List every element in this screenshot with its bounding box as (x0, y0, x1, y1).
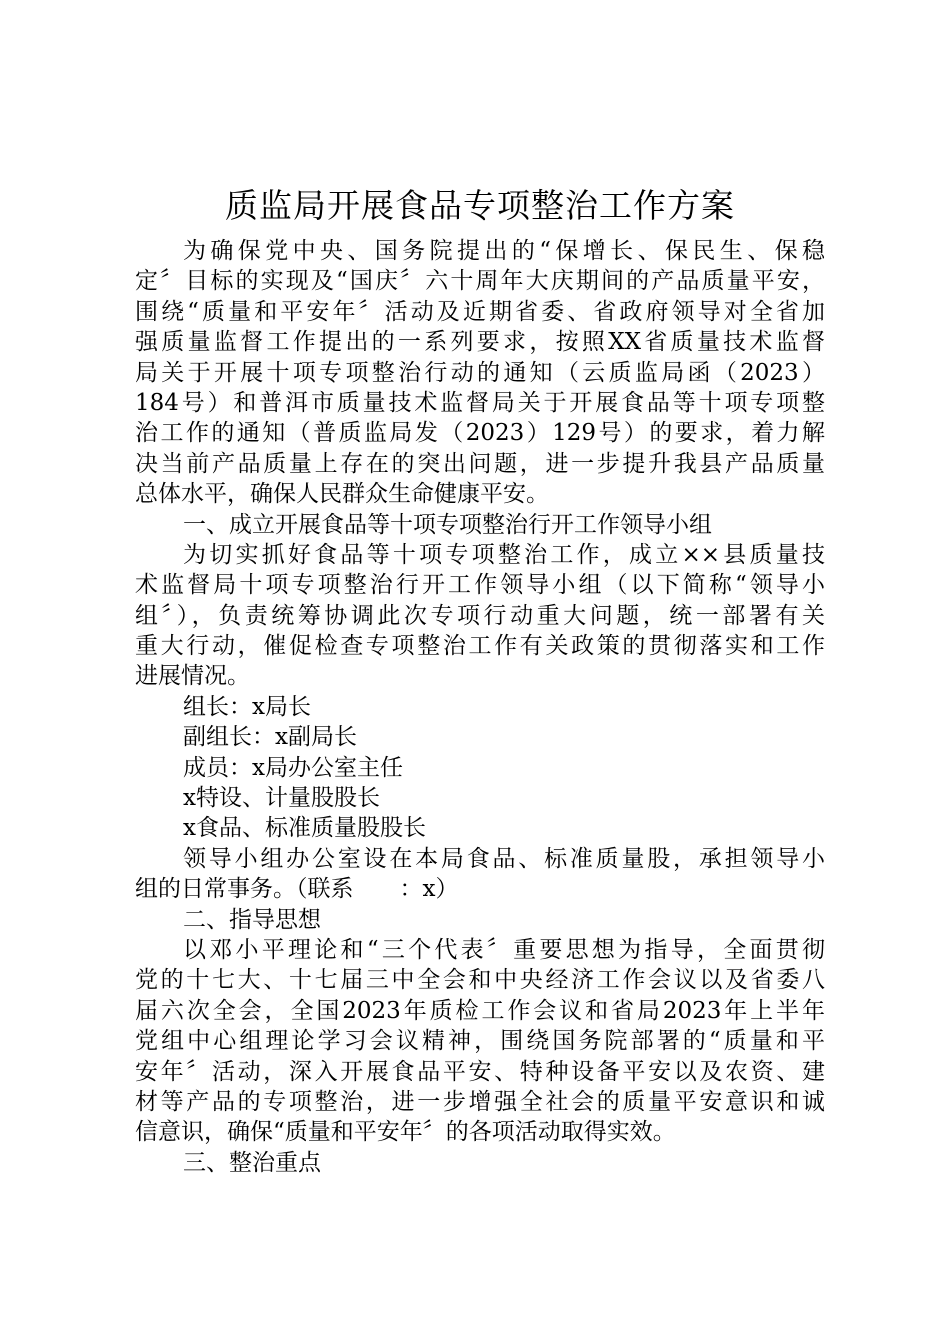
paragraph-line: 184号）和普洱市质量技术监督局关于开展食品等十项专项整 (135, 389, 825, 416)
list-item: x食品、标准质量股股长 (183, 815, 426, 842)
list-item: 副组长：x副局长 (183, 724, 357, 751)
paragraph-line: 围绕“质量和平安年〞活动及近期省委、省政府领导对全省加 (135, 298, 825, 325)
paragraph-line: 材等产品的专项整治，进一步增强全社会的质量平安意识和诚 (135, 1088, 825, 1115)
list-item: 成员：x局办公室主任 (183, 754, 403, 781)
list-item: x特设、计量股股长 (183, 785, 380, 812)
paragraph-line: 为切实抓好食品等十项专项整治工作，成立××县质量技 (183, 541, 825, 568)
paragraph-line: 决当前产品质量上存在的突出问题，进一步提升我县产品质量 (135, 450, 825, 477)
section-heading: 二、指导思想 (183, 906, 321, 933)
paragraph-line: 进展情况。 (135, 663, 250, 690)
paragraph-line: 领导小组办公室设在本局食品、标准质量股，承担领导小 (183, 845, 825, 872)
paragraph-line: 总体水平，确保人民群众生命健康平安。 (135, 481, 549, 508)
paragraph-line: 定〞目标的实现及“国庆〞六十周年大庆期间的产品质量平安， (135, 268, 825, 295)
section-heading: 三、整治重点 (183, 1149, 321, 1176)
list-item: 组长：x局长 (183, 693, 311, 720)
paragraph-line: 以邓小平理论和“三个代表〞重要思想为指导，全面贯彻 (183, 936, 825, 963)
paragraph-line: 术监督局十项专项整治行开工作领导小组（以下简称“领导小 (135, 572, 825, 599)
section-heading: 一、成立开展食品等十项专项整治行开工作领导小组 (183, 511, 712, 538)
paragraph-line: 组〞），负责统筹协调此次专项行动重大问题，统一部署有关 (135, 602, 825, 629)
document-title: 质监局开展食品专项整治工作方案 (225, 186, 735, 225)
paragraph-line: 届六次全会，全国2023年质检工作会议和省局2023年上半年 (135, 997, 825, 1024)
paragraph-line: 重大行动，催促检查专项整治工作有关政策的贯彻落实和工作 (135, 633, 825, 660)
document-body (135, 236, 825, 1178)
paragraph-line: 党组中心组理论学习会议精神，围绕国务院部署的“质量和平 (135, 1028, 825, 1055)
paragraph-line: 强质量监督工作提出的一系列要求，按照XX省质量技术监督 (135, 329, 825, 356)
paragraph-line: 党的十七大、十七届三中全会和中央经济工作会议以及省委八 (135, 967, 825, 994)
paragraph-line: 局关于开展十项专项整治行动的通知（云质监局函（2023） (135, 359, 825, 386)
paragraph-line: 治工作的通知（普质监局发（2023）129号）的要求，着力解 (135, 420, 825, 447)
paragraph-line: 信意识，确保“质量和平安年〞的各项活动取得实效。 (135, 1119, 676, 1146)
paragraph-line: 安年〞活动，深入开展食品平安、特种设备平安以及农资、建 (135, 1058, 825, 1085)
paragraph-line: 为确保党中央、国务院提出的“保增长、保民生、保稳 (183, 238, 825, 264)
paragraph-line: 组的日常事务。（联系 ：x） (135, 876, 459, 903)
